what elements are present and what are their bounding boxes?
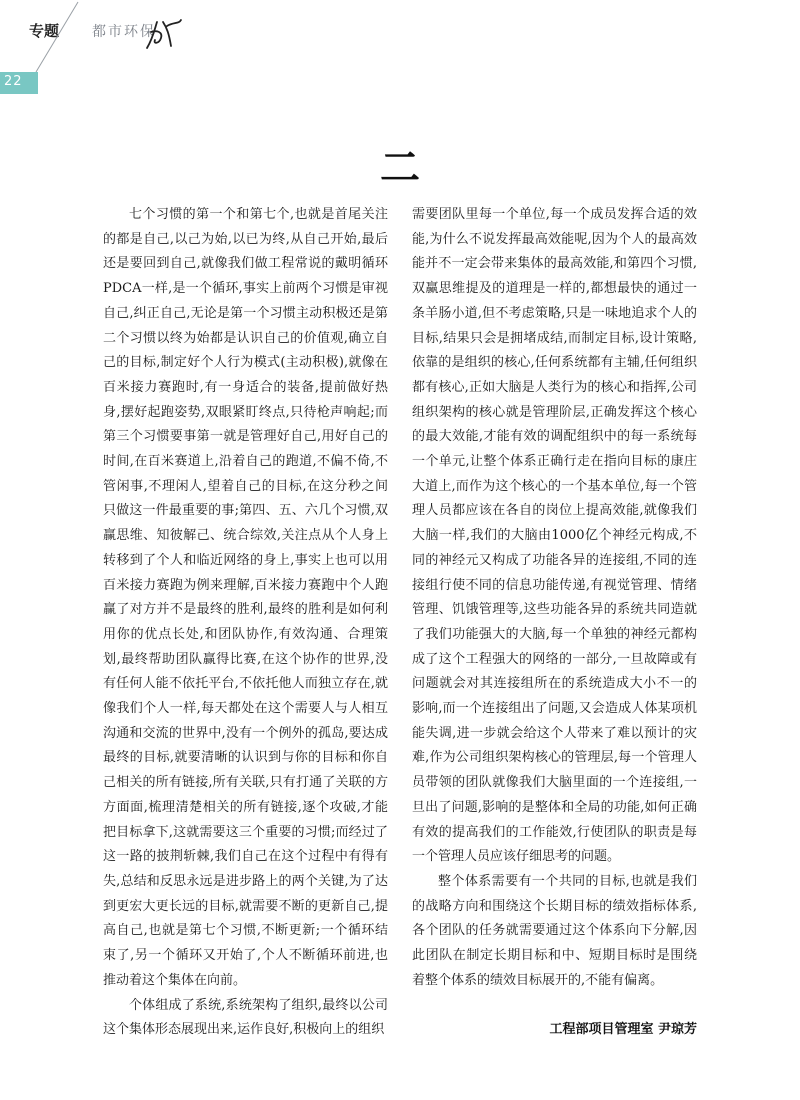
paragraph: 整个体系需要有一个共同的目标,也就是我们的战略方向和围绕这个长期目标的绩效指标体系,各个团队的任务就需要通过这个体系向下分解,因此团队在制定长期目标和中、短期目标时是围绕着整个体系的绩效目标展开的,不能有偏离。 (412, 873, 697, 988)
paragraph: 个体组成了系统,系统架构了组织,最终以公司这个集体形态展现出来,运作良好,积极向上的组织 (103, 997, 388, 1038)
section-heading: 二 (380, 145, 420, 191)
page-number-tab (0, 72, 38, 94)
column-logo-icon (143, 18, 185, 52)
page-number: 22 (4, 74, 23, 89)
column-title: 都市环保 (92, 24, 156, 40)
section-label: 专题 (29, 22, 60, 40)
article-column-left (103, 203, 388, 1043)
paragraph: 需要团队里每一个单位,每一个成员发挥合适的效能,为什么不说发挥最高效能呢,因为个人的最高效能并不一定会带来集体的最高效能,和第四个习惯,双赢思维提及的道理是一样的,都想最快的通过一条羊肠小道,但不考虑策略,只是一味地追求个人的目标,结果只会是拥堵成结,而制定目标,设计策略,依靠的是组织的核心,任何系统都有主辅,任何组织都有核心,正如大脑是人类行为的核心和指挥,公司组织架构的核心就是管理阶层,正确发挥这个核心的最大效能,才能有效的调配组织中的每一系统每一个单元,让整个体系正确行走在指向目标的康庄大道上,而作为这个核心的一个基本单位,每一个管理人员都应该在各自的岗位上提高效能,就像我们大脑一样,我们的大脑由1000亿个神经元构成,不同的神经元又构成了功能各异的连接组,不同的连接组行使不同的信息功能传递,有视觉管理、情绪管理、饥饿管理等,这些功能各异的系统共同造就了我们功能强大的大脑,每一个单独的神经元都构成了这个工程强大的网络的一部分,一旦故障或有问题就会对其连接组所在的系统造成大小不一的影响,而一个连接组出了问题,又会造成人体某项机能失调,进一步就会给这个人带来了难以预计的灾难,作为公司组织架构核心的管理层,每一个管理人员带领的团队就像我们大脑里面的一个连接组,一旦出了问题,影响的是整体和全局的功能,如何正确有效的提高我们的工作能效,行使团队的职责是每一个管理人员应该仔细思考的问题。 (412, 207, 697, 865)
article-column-right (412, 203, 697, 994)
author-signature: 工程部项目管理室 尹琼芳 (549, 1022, 697, 1037)
paragraph: 七个习惯的第一个和第七个,也就是首尾关注的都是自己,以己为始,以已为终,从自己开始,最后还是要回到自己,就像我们做工程常说的戴明循环PDCA一样,是一个循环,事实上前两个习惯是审视自己,纠正自己,无论是第一个习惯主动积极还是第二个习惯以终为始都是认识自己的价值观,确立自己的目标,制定好个人行为模式(主动积极),就像在百米接力赛跑时,有一身适合的装备,提前做好热身,摆好起跑姿势,双眼紧盯终点,只待枪声响起;而第三个习惯要事第一就是管理好自己,用好自己的时间,在百米赛道上,沿着自己的跑道,不偏不倚,不管闲事,不理闲人,望着自己的目标,在这分秒之间只做这一件最重要的事;第四、五、六几个习惯,双赢思维、知彼解己、统合综效,关注点从个人身上转移到了个人和临近网络的身上,事实上也可以用百米接力赛跑为例来理解,百米接力赛跑中个人跑赢了对方并不是最终的胜利,最终的胜利是如何利用你的优点长处,和团队协作,有效沟通、合理策划,最终帮助团队赢得比赛,在这个协作的世界,没有任何人能不依托平台,不依托他人而独立存在,就像我们个人一样,每天都处在这个需要人与人相互沟通和交流的世界中,没有一个例外的孤岛,要达成最终的目标,就要清晰的认识到与你的目标和你自己相关的所有链接,所有关联,只有打通了关联的方方面面,梳理清楚相关的所有链接,逐个攻破,才能把目标拿下,这就需要这三个重要的习惯;而经过了这一路的披荆斩棘,我们自己在这个过程中有得有失,总结和反思永远是进步路上的两个关键,为了达到更宏大更长远的目标,就需要不断的更新自己,提高自己,也就是第七个习惯,不断更新;一个循环结束了,另一个循环又开始了,个人不断循环前进,也推动着这个集体在向前。 (103, 207, 388, 988)
